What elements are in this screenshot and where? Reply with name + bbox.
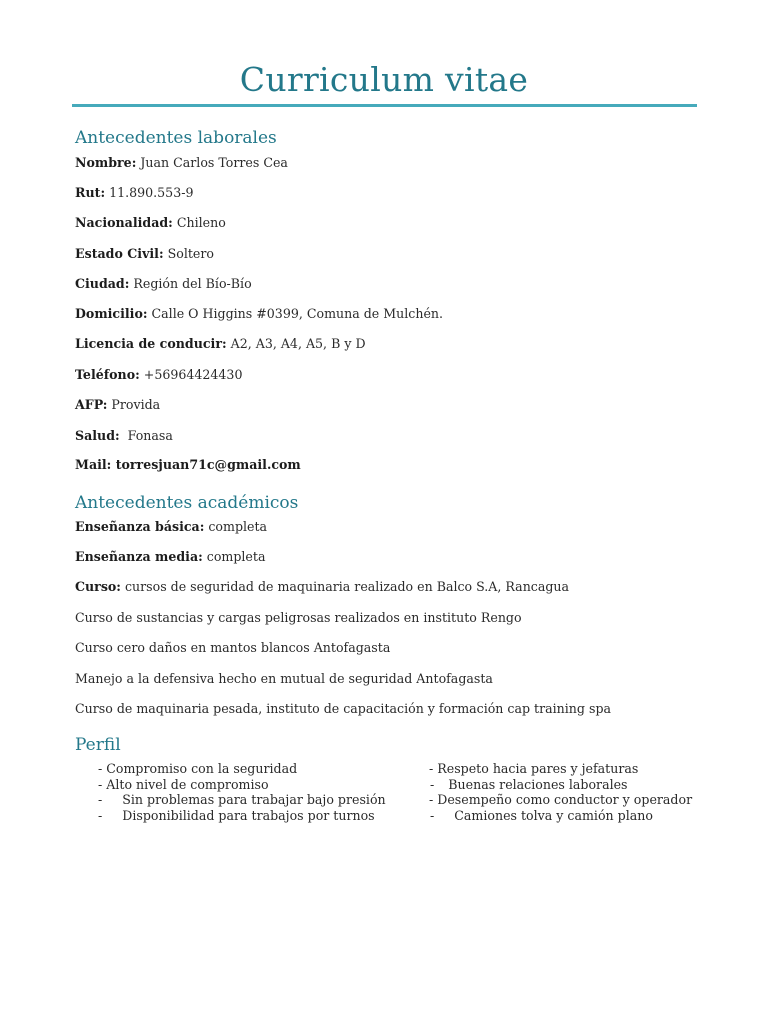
field-licencia: Licencia de conducir: A2, A3, A4, A5, B y D (75, 336, 366, 351)
heading-perfil: Perfil (75, 735, 121, 755)
document-title: Curriculum vitae (239, 60, 529, 99)
field-ciudad: Ciudad: Región del Bío-Bío (75, 276, 252, 291)
field-afp: AFP: Provida (75, 397, 161, 412)
perfil-item: - Respeto hacia pares y jefaturas (429, 761, 639, 776)
field-rut: Rut: 11.890.553-9 (75, 185, 194, 200)
heading-antecedentes-academicos: Antecedentes académicos (75, 493, 299, 513)
field-domicilio: Domicilio: Calle O Higgins #0399, Comuna de Mulchén. (75, 306, 444, 321)
field-mail: Mail: torresjuan71c@gmail.com (75, 457, 301, 472)
field-nacionalidad: Nacionalidad: Chileno (75, 215, 226, 230)
field-curso: Curso: cursos de seguridad de maquinaria realizado en Balco S.A, Rancagua (75, 579, 570, 594)
perfil-item: - Camiones tolva y camión plano (430, 807, 653, 823)
perfil-item: - Sin problemas para trabajar bajo presión (98, 792, 386, 808)
curso-item: Curso cero daños en mantos blancos Antofagasta (75, 640, 391, 655)
field-nombre: Nombre: Juan Carlos Torres Cea (75, 155, 288, 170)
curso-item: Curso de maquinaria pesada, instituto de capacitación y formación cap training spa (75, 701, 612, 716)
field-ensenanza-basica: Enseñanza básica: completa (75, 519, 268, 534)
perfil-item: - Alto nivel de compromiso (98, 776, 269, 792)
perfil-left-list (98, 761, 386, 823)
curso-item: Curso de sustancias y cargas peligrosas realizados en instituto Rengo (75, 610, 522, 625)
perfil-right-list (429, 761, 692, 823)
perfil-item: - Compromiso con la seguridad (98, 761, 298, 776)
perfil-item: - Desempeño como conductor y operador (429, 792, 693, 808)
perfil-item: - Disponibilidad para trabajos por turnos (98, 807, 375, 823)
field-ensenanza-media: Enseñanza media: completa (75, 549, 266, 564)
heading-antecedentes-laborales: Antecedentes laborales (75, 128, 277, 148)
title-underline (72, 104, 697, 107)
curso-item: Manejo a la defensiva hecho en mutual de seguridad Antofagasta (75, 671, 493, 686)
field-telefono: Teléfono: +56964424430 (75, 367, 243, 382)
perfil-item: - Buenas relaciones laborales (430, 776, 628, 792)
field-salud: Salud: Fonasa (75, 428, 173, 443)
field-estado-civil: Estado Civil: Soltero (75, 246, 214, 261)
